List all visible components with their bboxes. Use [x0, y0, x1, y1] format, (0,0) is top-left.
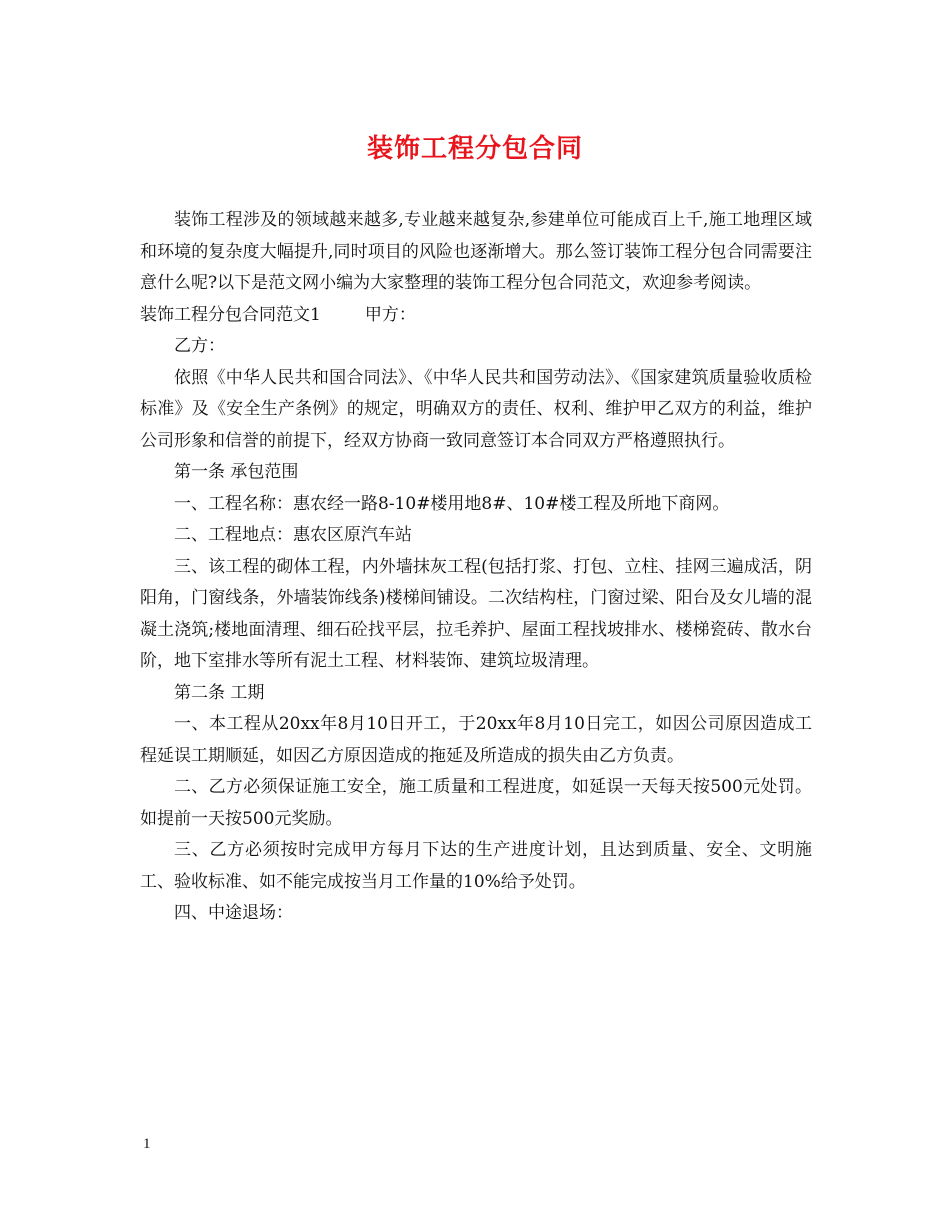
article-1-item-1: 一、工程名称：惠农经一路8-10#楼用地8#、10#楼工程及所地下商网。	[174, 493, 730, 514]
article-2-item-1: 一、本工程从20xx年8月10日开工，于20xx年8月10日完工，如因公司原因造成工程延误工期顺延，如因乙方原因造成的拖延及所造成的损失由乙方负责。	[140, 714, 812, 766]
sample-heading-line	[140, 300, 812, 332]
article-2-title: 第二条 工期	[174, 682, 265, 703]
article-1-title: 第一条 承包范围	[174, 462, 299, 482]
party-a-label: 甲方：	[364, 304, 416, 325]
document-title: 装饰工程分包合同	[366, 134, 583, 164]
article-2-item-4: 四、中途退场：	[174, 903, 293, 923]
article-2-item-2: 二、乙方必须保证施工安全，施工质量和工程进度，如延误一天每天按500元处罚。如提前一天按500元奖励。	[140, 777, 812, 829]
document-body	[140, 205, 812, 930]
page-number: 1	[143, 1136, 151, 1152]
article-1-item-3: 三、该工程的砌体工程，内外墙抹灰工程(包括打浆、打包、立柱、挂网三遍成活，阴阳角，门窗线条，外墙装饰线条)楼梯间铺设。二次结构柱，门窗过梁、阳台及女儿墙的混凝土浇筑;楼地面清理、细石砼找平层，拉毛养护、屋面工程找坡排水、楼梯瓷砖、散水台阶，地下室排水等所有泥土工程、材料装饰、建筑垃圾清理。	[140, 556, 812, 671]
intro-paragraph: 装饰工程涉及的领域越来越多,专业越来越复杂,参建单位可能成百上千,施工地理区域和环境的复杂度大幅提升,同时项目的风险也逐渐增大。那么签订装饰工程分包合同需要注意什么呢?以下是范文网小编为大家整理的装饰工程分包合同范文，欢迎参考阅读。	[140, 210, 812, 293]
article-1-item-2: 二、工程地点：惠农区原汽车站	[174, 525, 412, 545]
sample-heading: 装饰工程分包合同范文1	[140, 304, 321, 325]
article-2-item-3: 三、乙方必须按时完成甲方每月下达的生产进度计划，且达到质量、安全、文明施工、验收标准、如不能完成按当月工作量的10%给予处罚。	[140, 840, 812, 892]
party-b-label: 乙方：	[174, 336, 225, 356]
preamble-paragraph: 依照《中华人民共和国合同法》、《中华人民共和国劳动法》、《国家建筑质量验收质检标准》及《安全生产条例》的规定，明确双方的责任、权利、维护甲乙双方的利益，维护公司形象和信誉的前提下，经双方协商一致同意签订本合同双方严格遵照执行。	[140, 367, 812, 451]
